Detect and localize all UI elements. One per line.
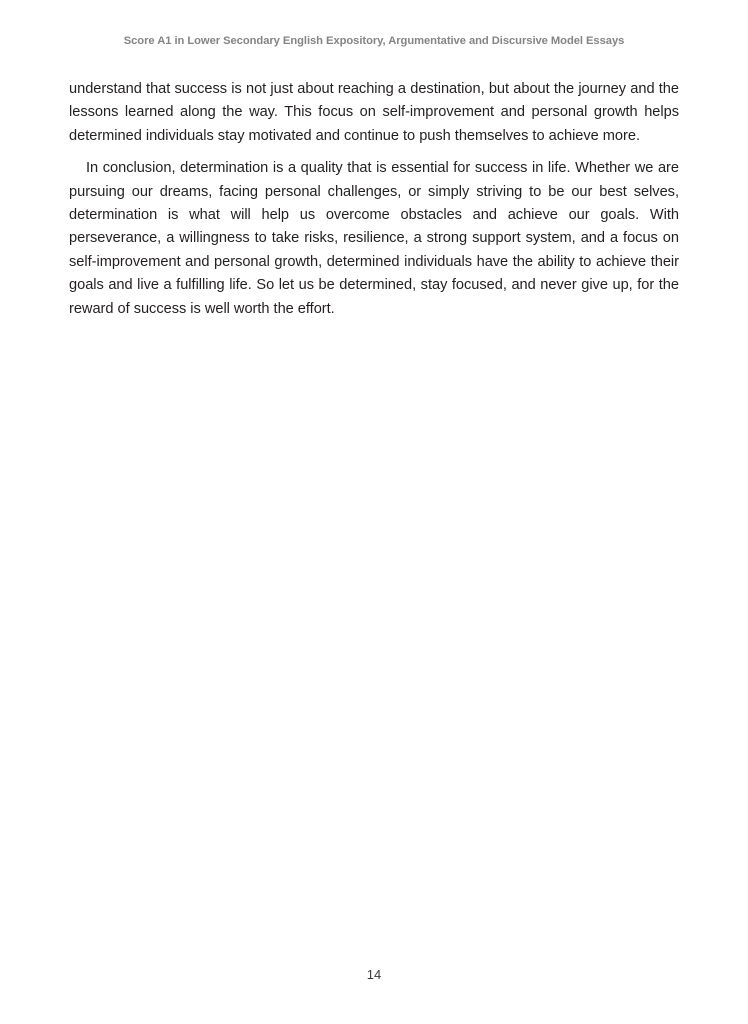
paragraph-conclusion: In conclusion, determination is a quality that is essential for success in life. Whether we are pursuing our dreams, facing personal challenges, or simply striving to be our best selves, determination is what will help us overcome obstacles and achieve our goals. With perseverance, a willingness to take risks, resilience, a strong support system, and a focus on self-improvement and personal growth, determined individuals have the ability to achieve their goals and live a fulfilling life. So let us be determined, stay focused, and never give up, for the reward of success is well worth the effort. xyxy=(69,160,679,317)
running-header-title: Score A1 in Lower Secondary English Expository, Argumentative and Discursive Model Essays xyxy=(123,35,625,47)
paragraph-continued: understand that success is not just about reaching a destination, but about the journey and the lessons learned along the way. This focus on self-improvement and personal growth helps determined individuals stay motivated and continue to push themselves to achieve more. xyxy=(69,81,679,144)
body-text-column xyxy=(69,78,679,321)
page-number: 14 xyxy=(366,967,382,982)
